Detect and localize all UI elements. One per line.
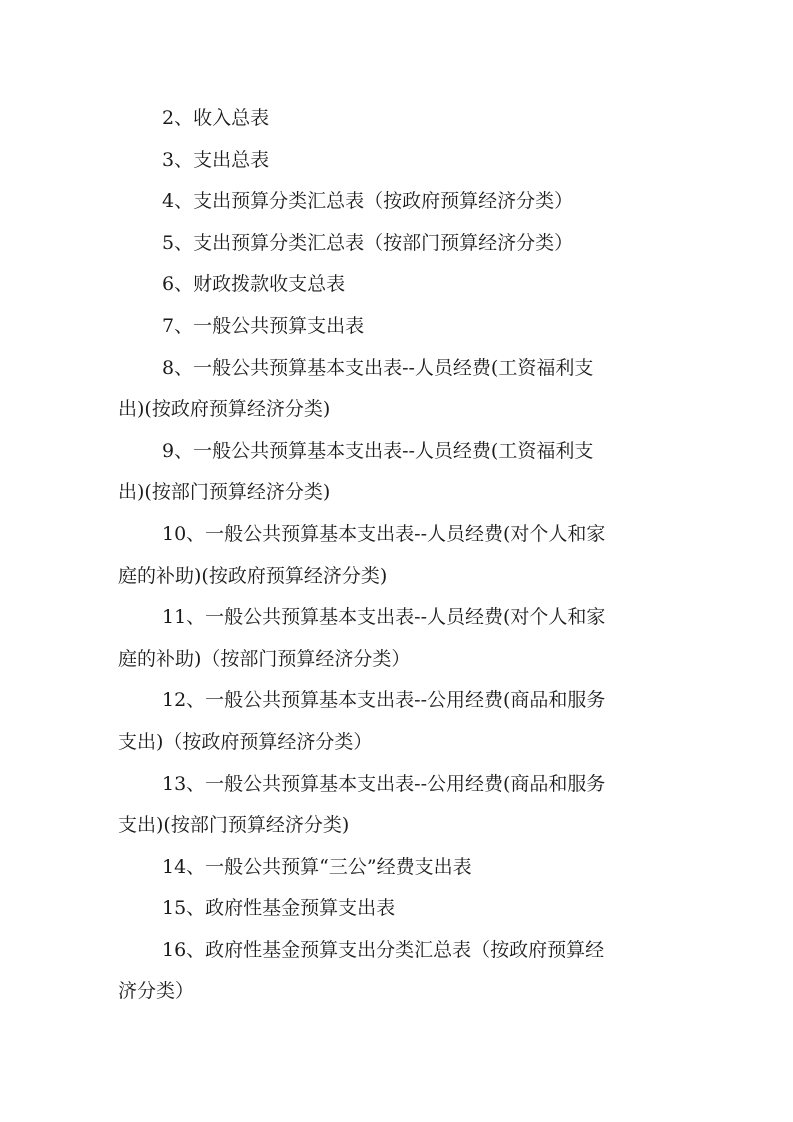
list-item: 15、政府性基金预算支出表 (162, 897, 396, 920)
list-item-continuation: 庭的补助)（按部门预算经济分类） (118, 647, 411, 670)
list-item: 7、一般公共预算支出表 (162, 314, 365, 337)
list-item: 9、一般公共预算基本支出表--人员经费(工资福利支 (162, 439, 594, 462)
list-item-continuation: 出)(按政府预算经济分类) (118, 398, 331, 421)
list-item: 12、一般公共预算基本支出表--公用经费(商品和服务 (162, 689, 606, 712)
list-item-continuation: 济分类） (118, 980, 195, 1003)
list-item-continuation: 支出)（按政府预算经济分类） (118, 730, 373, 753)
list-item-continuation: 庭的补助)(按政府预算经济分类) (118, 564, 388, 587)
list-item: 16、政府性基金预算支出分类汇总表（按政府预算经 (162, 938, 605, 961)
list-item: 5、支出预算分类汇总表（按部门预算经济分类） (162, 231, 574, 254)
list-item: 3、支出总表 (162, 148, 270, 171)
list-item: 6、财政拨款收支总表 (162, 273, 346, 296)
list-item: 8、一般公共预算基本支出表--人员经费(工资福利支 (162, 356, 594, 379)
list-item-continuation: 支出)(按部门预算经济分类) (118, 814, 350, 837)
list-item: 4、支出预算分类汇总表（按政府预算经济分类） (162, 190, 574, 213)
list-item: 11、一般公共预算基本支出表--人员经费(对个人和家 (162, 606, 606, 629)
list-item: 13、一般公共预算基本支出表--公用经费(商品和服务 (162, 772, 606, 795)
table-list (118, 98, 676, 1013)
list-item: 2、收入总表 (162, 107, 270, 129)
list-item: 14、一般公共预算“三公”经费支出表 (162, 855, 472, 878)
list-item-continuation: 出)(按部门预算经济分类) (118, 481, 331, 504)
list-item: 10、一般公共预算基本支出表--人员经费(对个人和家 (162, 522, 606, 545)
